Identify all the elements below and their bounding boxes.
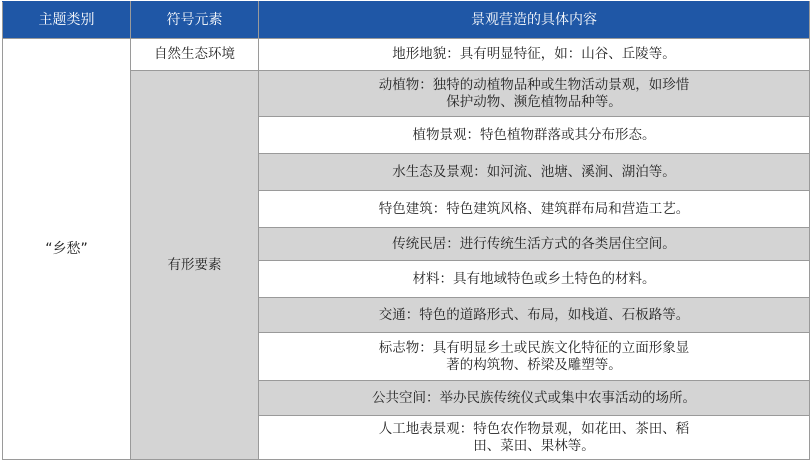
content-cell	[259, 71, 810, 117]
content-line: 标志物：具有明显乡土或民族文化特征的立面形象显	[378, 339, 690, 356]
content-cell	[259, 381, 810, 416]
content-line: 田、菜田、果林等。	[473, 437, 595, 454]
content-line: 水生态及景观：如河流、池塘、溪涧、湖泊等。	[392, 163, 676, 180]
content-cell	[259, 228, 810, 261]
header-theme-category: 主题类别	[3, 2, 131, 39]
content-line: 人工地表景观：特色农作物景观，如花田、茶田、稻	[378, 420, 690, 437]
content-cell	[259, 117, 810, 154]
header-landscape-content: 景观营造的具体内容	[259, 2, 810, 39]
content-line: 保护动物、濒危植物品种等。	[446, 93, 622, 110]
theme-cell: “乡愁”	[3, 39, 131, 460]
header-row	[3, 2, 810, 39]
content-line: 传统民居：进行传统生活方式的各类居住空间。	[392, 235, 676, 252]
landscape-elements-table	[2, 1, 810, 460]
content-line: 地形地貌：具有明显特征，如：山谷、丘陵等。	[392, 46, 676, 62]
content-cell	[259, 39, 810, 71]
content-line: 材料：具有地域特色或乡土特色的材料。	[412, 270, 656, 287]
content-line: 公共空间：举办民族传统仪式或集中农事活动的场所。	[372, 389, 696, 406]
symbol-tangible-cell: 有形要素	[131, 71, 259, 460]
content-line: 特色建筑：特色建筑风格、建筑群布局和营造工艺。	[378, 200, 690, 217]
content-cell	[259, 154, 810, 191]
content-line: 植物景观：特色植物群落或其分布形态。	[412, 126, 656, 143]
content-cell	[259, 333, 810, 381]
content-cell	[259, 298, 810, 333]
content-line: 著的构筑物、桥梁及雕塑等。	[446, 356, 622, 373]
content-line: 动植物：独特的动植物品种或生物活动景观，如珍惜	[378, 76, 690, 93]
content-line: 交通：特色的道路形式、布局，如栈道、石板路等。	[378, 306, 690, 323]
content-cell	[259, 191, 810, 228]
header-symbol-element: 符号元素	[131, 2, 259, 39]
symbol-natural-cell: 自然生态环境	[131, 39, 259, 71]
content-cell	[259, 416, 810, 460]
table-row	[3, 39, 810, 71]
content-cell	[259, 261, 810, 298]
